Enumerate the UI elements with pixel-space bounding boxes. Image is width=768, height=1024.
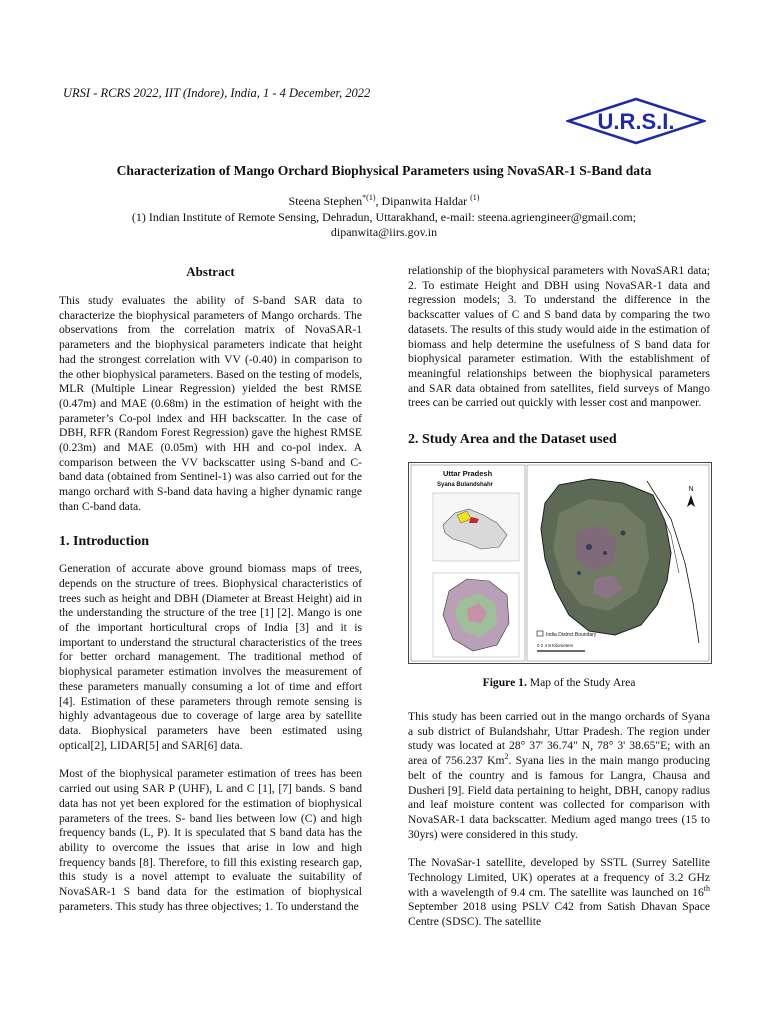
map-graphic (409, 463, 711, 663)
study-area-map (408, 462, 712, 664)
author-email: dipanwita@iirs.gov.in (330, 225, 438, 239)
map-state-label: Uttar Pradesh (443, 469, 493, 478)
study-area-paragraph-2: The NovaSar-1 satellite, developed by SSTL (Surrey Satellite Technology Limited, UK) operates at a frequency of 3.2 GHz with a wavelength of 9.4 cm. The satellite was launched on 16th September 2018 using PSLV C42 from Satish Dhavan Space Centre (SDSC). The satellite (408, 856, 710, 929)
study-area-paragraph-1: This study has been carried out in the mango orchards of Syana a sub district of Bulandshahr, Uttar Pradesh. The region under study was located at 28° 37' 36.74" N, 78° 3' 38.65"E; with an area of 756.237 Km$^2$. Syana lies in the main mango producing belt of the country and is famous for Langra, Chausa and Dusheri [9]. Field data pertaining to height, DBH, canopy radius and leaf moisture content was collected for comparison with NovaSAR-1 data backscatter. Medium aged mango trees (15 to 30yrs) were considered in this study. (408, 710, 710, 841)
map-legend-label: India District Boundary (546, 632, 597, 638)
study-area-heading: 2. Study Area and the Dataset used (408, 432, 617, 447)
left-column (59, 294, 362, 928)
abstract-heading: Abstract (186, 264, 235, 279)
intro-paragraph-1: Generation of accurate above ground biomass maps of trees, depends on the structure of trees. Biophysical characteristics of trees such as height and DBH (Diameter at Breast Height) aid in the understanding the structure of the tree [1] [2]. Mango is one of the important horticultural crops of India [3] and it is important to understand the structural characteristics of the trees for better orchard management. The traditional method of biophysical parameter estimation involves the measurement of these parameters manually consuming a lot of time and effort [4]. Estimation of these parameters through remote sensing is highly advantageous due to coverage of large area by satellite data. Biophysical parameters have been estimated using optical[2], LIDAR[5] and SAR[6] data. (59, 562, 362, 752)
ursi-logo (566, 97, 706, 145)
intro-paragraph-3: relationship of the biophysical parameters with NovaSAR1 data; 2. To estimate Height and DBH using NovaSAR-1 data and regression models; 3. To understand the difference in the backscatter values of C and S band data by comparing the two datasets. The results of this study would aide in the estimation of biomass and help determine the usefulness of S band data for biophysical parameter estimation. With the establishment of meaningful relationships between the biophysical parameters and SAR data obtained from satellites, field surveys of Mango trees can be carried out quickly with lesser cost and manpower. (408, 264, 710, 410)
ursi-logo-text: U.R.S.I. (597, 109, 675, 134)
intro-heading: 1. Introduction (59, 533, 149, 549)
conference-header: URSI - RCRS 2022, IIT (Indore), India, 1 - 4 December, 2022 (63, 86, 371, 100)
paper-title: Characterization of Mango Orchard Biophysical Parameters using NovaSAR-1 S-Band data (116, 163, 652, 178)
map-scale-label: 0 2 4 8 Kilometers (537, 643, 574, 648)
intro-paragraph-2: Most of the biophysical parameter estimation of trees has been carried out using SAR P (UHF), L and C [1], [7] bands. S band data has not yet been explored for the estimation of biophysical parameters of the trees. S- band lies between low (C) and high frequency bands (L, P). It is speculated that S band data has the ability to overcome the issues that arise in low and high frequency bands [8]. Therefore, to fill this existing research gap, this study is a novel attempt to evaluate the suitability of NovaSAR-1 S band data for the estimation of biophysical parameters. This study has three objectives; 1. To understand the (59, 767, 362, 913)
author-affiliation: (1) Indian Institute of Remote Sensing, Dehradun, Uttarakhand, e-mail: steena.agriengineer@gmail.com; (131, 209, 637, 224)
author-block (0, 194, 768, 241)
author-names: Steena Stephen$^{*(1)}$, Dipanwita Haldar $^{(1)}$ (288, 193, 480, 208)
figure-caption: Figure 1. Map of the Study Area (482, 676, 636, 689)
abstract-text: This study evaluates the ability of S-band SAR data to characterize the biophysical parameters of Mango orchards. The observations from the correlation matrix of NovaSAR-1 parameters and the biophysical parameters indicate that height had the strongest correlation with VV (-0.40) in comparison to the other biophysical parameters. Based on the testing of models, MLR (Multiple Linear Regression) yielded the best RMSE (0.47m) and MAE (0.68m) in the estimation of height with the parameter’s Co-pol index and HH backscatter. In the case of DBH, RFR (Random Forest Regression) gave the highest RMSE (0.23m) and MAE (0.05m) with HH and co-pol index. A comparison between the VV backscatter using S-band and C-band data (obtained from Sentinel-1) was also carried out for the mango orchard with S-band data having a higher dynamic range than C-band data. (59, 294, 362, 513)
map-district-label: Syana Bulandshahr (437, 482, 494, 488)
right-column-top (408, 264, 710, 425)
right-column-bottom (408, 710, 710, 944)
map-north-label: N (688, 486, 694, 493)
